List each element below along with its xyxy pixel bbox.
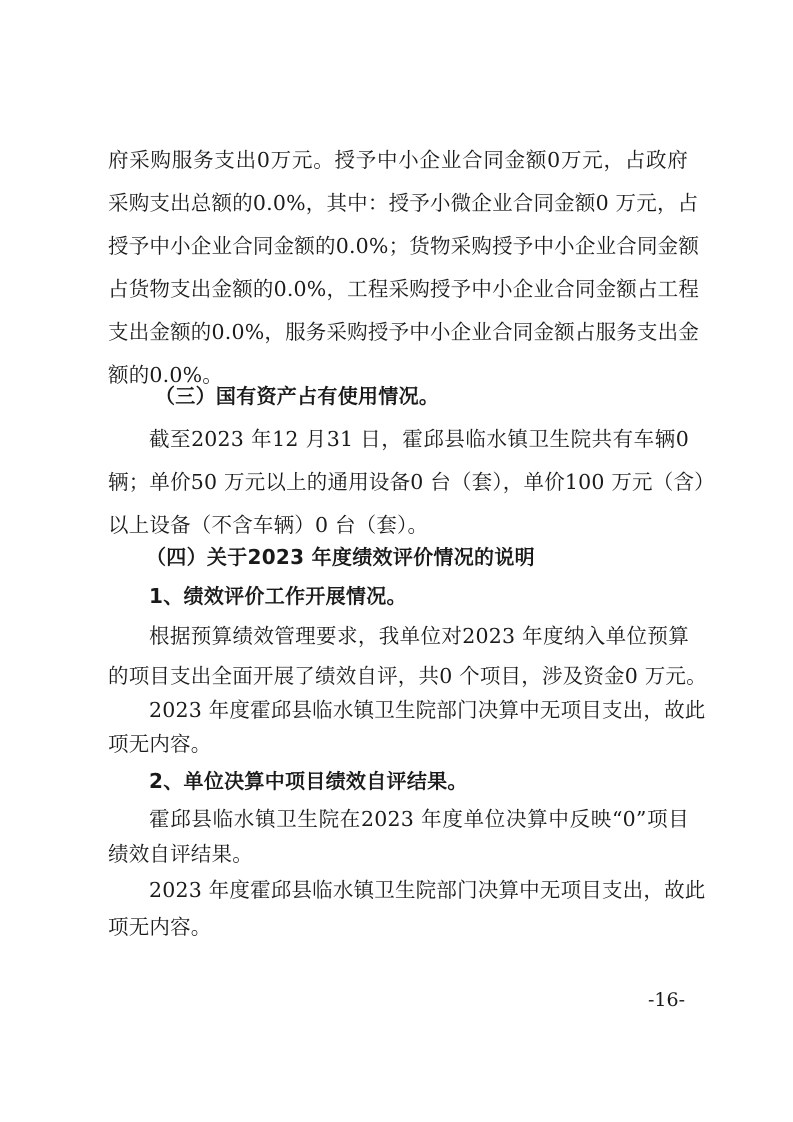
text-line: 府采购服务支出0万元。授予中小企业合同金额0万元，占政府 (108, 148, 688, 172)
subsection-heading: 2、单位决算中项目绩效自评结果。 (149, 769, 468, 793)
section-heading: （三）国有资产占有使用情况。 (155, 384, 440, 408)
text-line: 根据预算绩效管理要求，我单位对2023 年度纳入单位预算 (149, 624, 689, 648)
text-line: 绩效自评结果。 (108, 842, 253, 866)
text-line: 截至2023 年12 月31 日，霍邱县临水镇卫生院共有车辆0 (149, 427, 689, 451)
page-number: -16- (648, 989, 686, 1011)
text-line: 的项目支出全面开展了绩效自评，共0 个项目，涉及资金0 万元。 (108, 664, 707, 688)
text-line: 支出金额的0.0%，服务采购授予中小企业合同金额占服务支出金 (108, 320, 700, 344)
text-line: 占货物支出金额的0.0%，工程采购授予中小企业合同金额占工程 (108, 277, 700, 301)
text-line: 授予中小企业合同金额的0.0%；货物采购授予中小企业合同金额 (108, 234, 700, 258)
text-line: 2023 年度霍邱县临水镇卫生院部门决算中无项目支出，故此 (149, 698, 706, 722)
text-line: 霍邱县临水镇卫生院在2023 年度单位决算中反映“0”项目 (149, 807, 689, 831)
text-line: 辆；单价50 万元以上的通用设备0 台（套），单价100 万元（含） (108, 470, 715, 494)
text-line: 项无内容。 (108, 915, 212, 939)
text-line: 采购支出总额的0.0%，其中：授予小微企业合同金额0 万元，占 (108, 191, 699, 215)
section-heading: （四）关于2023 年度绩效评价情况的说明 (146, 545, 535, 569)
subsection-heading: 1、绩效评价工作开展情况。 (149, 584, 407, 608)
text-line: 2023 年度霍邱县临水镇卫生院部门决算中无项目支出，故此 (149, 878, 706, 902)
text-line: 额的0.0%。 (108, 363, 223, 387)
text-line: 项无内容。 (108, 732, 212, 756)
text-line: 以上设备（不含车辆）0 台（套）。 (108, 513, 429, 537)
